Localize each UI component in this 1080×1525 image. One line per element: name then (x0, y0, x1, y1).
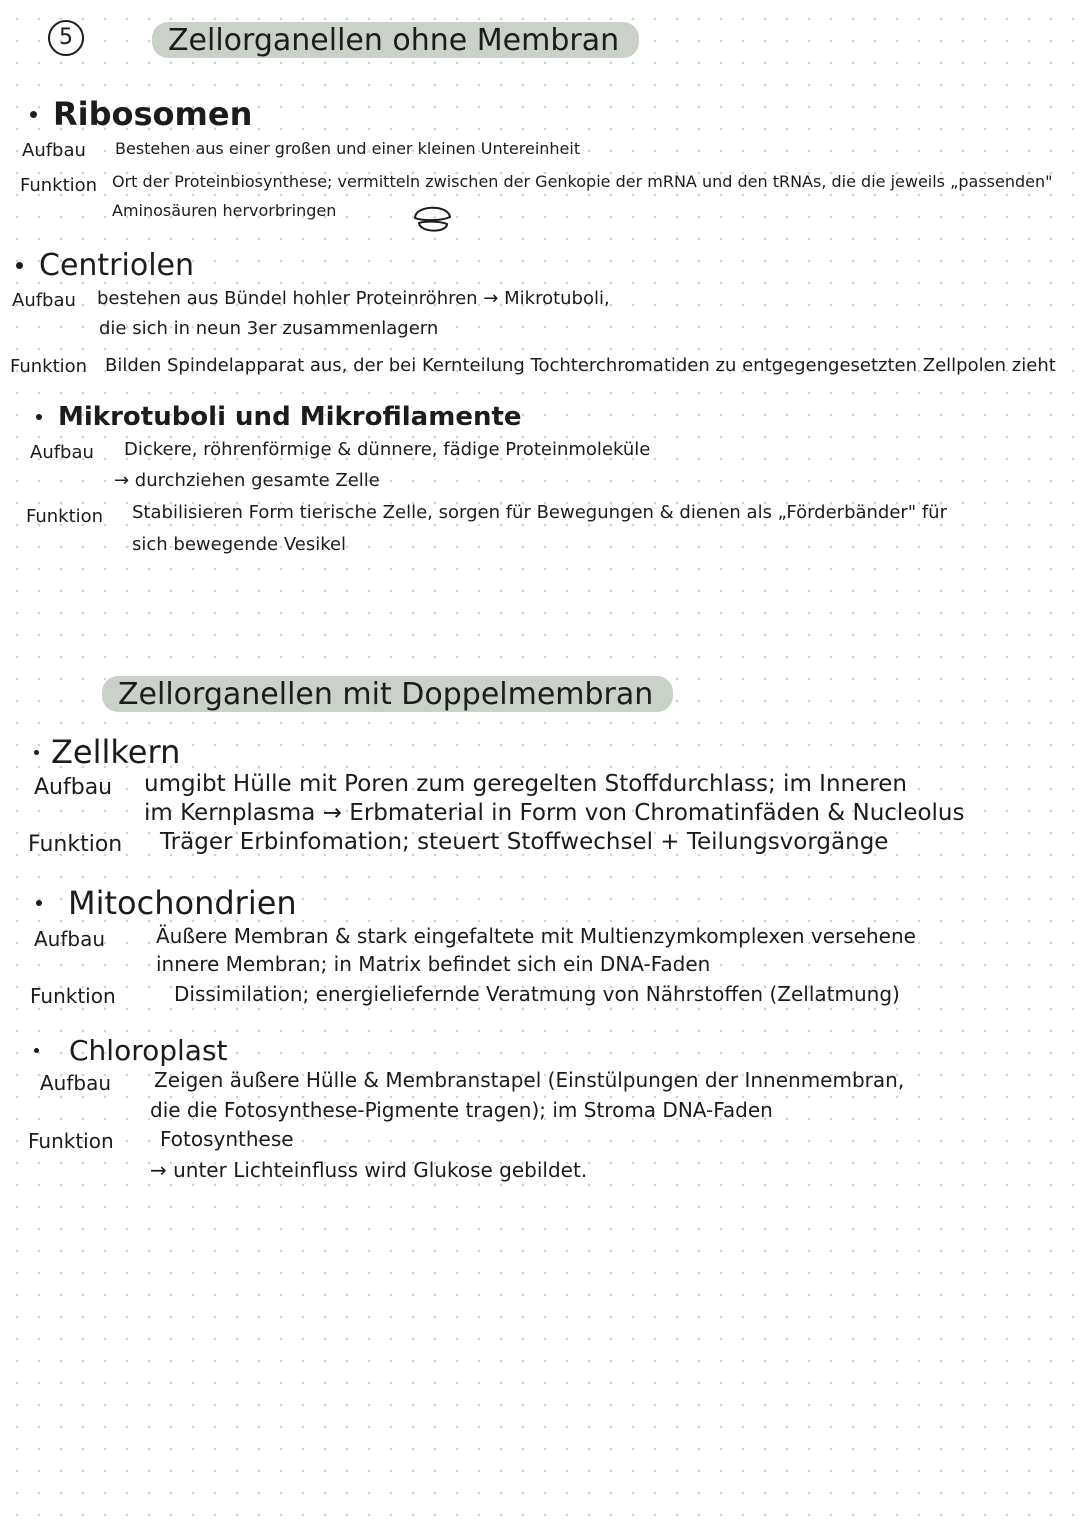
mikrotuboli-funktion-text-1: Stabilisieren Form tierische Zelle, sorgen für Bewegungen & dienen als „Förderbänder" für (132, 502, 947, 523)
centriolen-aufbau-text-1: bestehen aus Bündel hohler Proteinröhren → Mikrotuboli, (97, 288, 610, 309)
bullet-icon (36, 900, 42, 906)
zellkern-aufbau-text-2: im Kernplasma → Erbmaterial in Form von Chromatinfäden & Nucleolus (144, 800, 965, 826)
zellkern-funktion-text: Träger Erbinfomation; steuert Stoffwechsel + Teilungsvorgänge (160, 829, 889, 855)
zellkern-aufbau-text-1: umgibt Hülle mit Poren zum geregelten Stoffdurchlass; im Inneren (144, 771, 907, 797)
zellkern-aufbau-label: Aufbau (34, 775, 113, 800)
ribosomen-funktion-text-1: Ort der Proteinbiosynthese; vermitteln zwischen der Genkopie der mRNA und den tRNAs, die die jeweils „passenden" (112, 172, 1053, 191)
ribosomen-heading (30, 95, 252, 133)
mitochondrien-title: Mitochondrien (68, 884, 297, 922)
bullet-icon (30, 111, 37, 118)
bullet-icon (16, 262, 23, 269)
page-number: 5 (48, 20, 84, 56)
mikrotuboli-title: Mikrotuboli und Mikrofilamente (58, 402, 522, 432)
ribosomen-aufbau-label: Aufbau (22, 140, 86, 161)
section-title-ohne-membran: Zellorganellen ohne Membran (152, 22, 639, 58)
zellkern-funktion-label: Funktion (28, 832, 123, 857)
mikrotuboli-aufbau-label: Aufbau (30, 442, 94, 463)
zellkern-title: Zellkern (51, 733, 181, 771)
section-title-doppelmembran: Zellorganellen mit Doppelmembran (102, 676, 673, 712)
mitochondrien-aufbau-text-1: Äußere Membran & stark eingefaltete mit Multienzymkomplexen versehene (156, 924, 916, 948)
centriolen-heading (16, 248, 194, 283)
mitochondrien-aufbau-text-2: innere Membran; in Matrix befindet sich ein DNA-Faden (156, 952, 711, 976)
ribosome-sketch-icon (410, 200, 456, 236)
chloroplast-funktion-text-2: → unter Lichteinfluss wird Glukose gebildet. (150, 1158, 588, 1182)
centriolen-aufbau-label: Aufbau (12, 290, 76, 311)
mitochondrien-aufbau-label: Aufbau (34, 927, 106, 951)
centriolen-title: Centriolen (39, 248, 195, 283)
centriolen-aufbau-text-2: die sich in neun 3er zusammenlagern (99, 318, 439, 339)
mitochondrien-funktion-text: Dissimilation; energieliefernde Veratmung von Nährstoffen (Zellatmung) (174, 982, 900, 1006)
bullet-icon (36, 414, 42, 420)
mitochondrien-funktion-label: Funktion (30, 984, 116, 1008)
chloroplast-funktion-text-1: Fotosynthese (160, 1127, 294, 1151)
bullet-icon (34, 1048, 39, 1053)
centriolen-funktion-text: Bilden Spindelapparat aus, der bei Kernteilung Tochterchromatiden zu entgegengesetzten Zellpolen zieht (105, 355, 1056, 376)
centriolen-funktion-label: Funktion (10, 356, 88, 377)
chloroplast-funktion-label: Funktion (28, 1129, 114, 1153)
zellkern-heading (34, 733, 180, 771)
chloroplast-heading (34, 1034, 228, 1067)
bullet-icon (34, 750, 39, 755)
ribosomen-title: Ribosomen (53, 95, 253, 133)
ribosomen-aufbau-text: Bestehen aus einer großen und einer kleinen Untereinheit (115, 139, 581, 158)
ribosomen-funktion-text-2: Aminosäuren hervorbringen (112, 201, 337, 220)
chloroplast-aufbau-label: Aufbau (40, 1071, 112, 1095)
ribosomen-funktion-label: Funktion (20, 175, 98, 196)
mitochondrien-heading (36, 884, 297, 922)
mikrotuboli-aufbau-text-1: Dickere, röhrenförmige & dünnere, fädige Proteinmoleküle (124, 439, 651, 460)
mikrotuboli-funktion-text-2: sich bewegende Vesikel (132, 534, 347, 555)
chloroplast-title: Chloroplast (69, 1034, 228, 1067)
mikrotuboli-aufbau-text-2: → durchziehen gesamte Zelle (114, 470, 380, 491)
mikrotuboli-heading (36, 402, 522, 432)
mikrotuboli-funktion-label: Funktion (26, 506, 104, 527)
chloroplast-aufbau-text-2: die die Fotosynthese-Pigmente tragen); im Stroma DNA-Faden (150, 1098, 773, 1122)
chloroplast-aufbau-text-1: Zeigen äußere Hülle & Membranstapel (Einstülpungen der Innenmembran, (154, 1068, 905, 1092)
